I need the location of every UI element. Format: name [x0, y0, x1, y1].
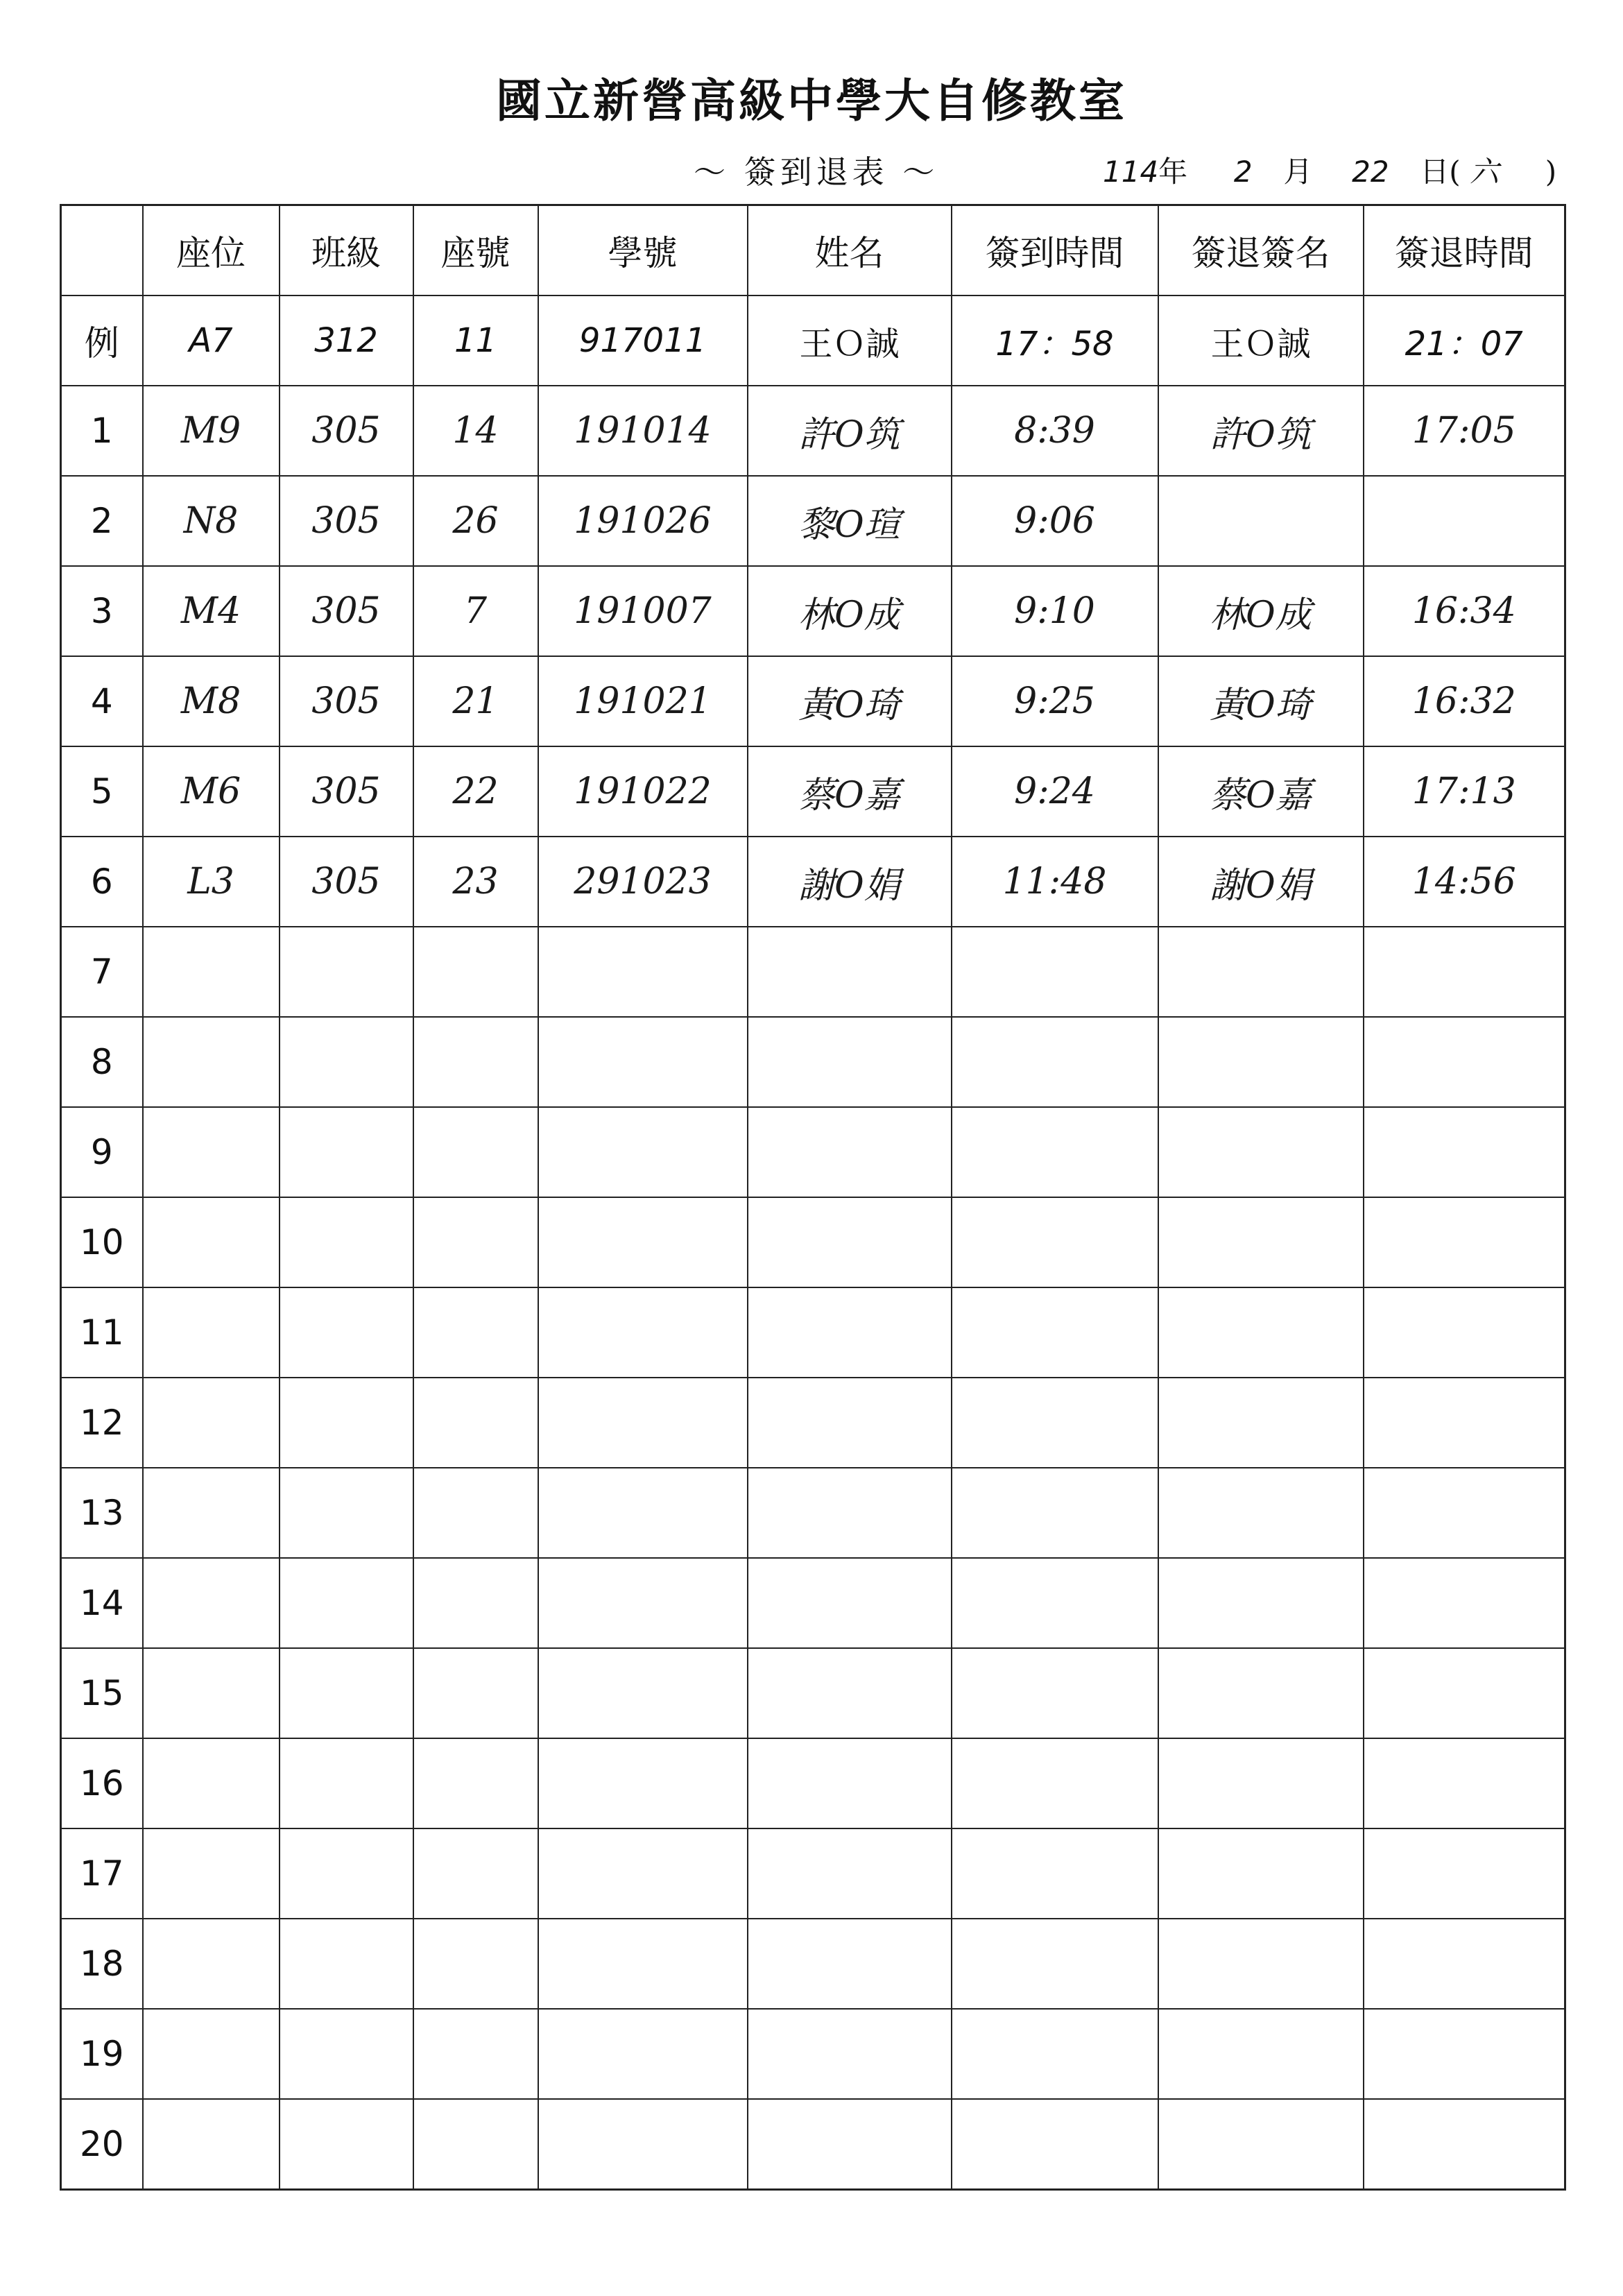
empty-cell	[413, 1919, 538, 2009]
date-line	[1103, 151, 1556, 193]
empty-cell	[1158, 1378, 1364, 1468]
column-header: 簽退簽名	[1158, 205, 1364, 296]
signout-signature-cell: 王Ｏ誠	[1158, 295, 1364, 386]
number-cell: 7	[413, 566, 538, 656]
empty-cell	[143, 1287, 280, 1378]
row-number: 9	[61, 1107, 143, 1197]
empty-cell	[748, 1828, 952, 1919]
empty-cell	[413, 1558, 538, 1648]
empty-cell	[538, 1107, 748, 1197]
class-cell: 305	[280, 656, 413, 746]
empty-cell	[1364, 927, 1565, 1017]
empty-cell	[952, 1378, 1158, 1468]
empty-cell	[280, 1287, 413, 1378]
empty-cell	[143, 1738, 280, 1828]
row-number: 14	[61, 1558, 143, 1648]
empty-cell	[952, 927, 1158, 1017]
seat-cell: M6	[143, 746, 280, 837]
table-row	[61, 746, 1565, 837]
empty-cell	[748, 1738, 952, 1828]
empty-cell	[1364, 1648, 1565, 1738]
name-cell: 林O成	[748, 566, 952, 656]
table-row	[61, 1287, 1565, 1378]
class-cell: 305	[280, 386, 413, 476]
empty-cell	[1364, 2009, 1565, 2099]
date-year: 114	[1103, 155, 1159, 189]
empty-cell	[1364, 2099, 1565, 2190]
empty-cell	[748, 2099, 952, 2190]
column-header: 座位	[143, 205, 280, 296]
empty-cell	[280, 1558, 413, 1648]
student-id-cell: 191026	[538, 476, 748, 566]
empty-cell	[538, 1558, 748, 1648]
row-number: 10	[61, 1197, 143, 1287]
empty-cell	[538, 1919, 748, 2009]
seat-cell: M8	[143, 656, 280, 746]
table-row	[61, 566, 1565, 656]
date-weekday-close: )	[1545, 155, 1557, 189]
empty-cell	[413, 927, 538, 1017]
empty-cell	[538, 1648, 748, 1738]
student-id-cell: 191014	[538, 386, 748, 476]
signout-time-cell: 14:56	[1364, 837, 1565, 927]
table-row	[61, 656, 1565, 746]
empty-cell	[143, 1558, 280, 1648]
empty-cell	[538, 1378, 748, 1468]
signout-signature-cell: 許O筑	[1158, 386, 1364, 476]
name-cell: 許O筑	[748, 386, 952, 476]
empty-cell	[1158, 927, 1364, 1017]
table-row	[61, 1378, 1565, 1468]
empty-cell	[143, 2099, 280, 2190]
empty-cell	[280, 1919, 413, 2009]
class-cell: 312	[280, 295, 413, 386]
empty-cell	[413, 2009, 538, 2099]
empty-cell	[280, 1197, 413, 1287]
signout-time-cell: 17:13	[1364, 746, 1565, 837]
empty-cell	[748, 1107, 952, 1197]
empty-cell	[143, 1648, 280, 1738]
signout-signature-cell: 黃O琦	[1158, 656, 1364, 746]
column-header: 班級	[280, 205, 413, 296]
empty-cell	[748, 927, 952, 1017]
row-label: 例	[61, 295, 143, 386]
row-number: 16	[61, 1738, 143, 1828]
empty-cell	[1364, 1197, 1565, 1287]
class-cell: 305	[280, 476, 413, 566]
empty-cell	[1158, 1919, 1364, 2009]
column-header: 簽退時間	[1364, 205, 1565, 296]
signout-time-cell: 16:34	[1364, 566, 1565, 656]
empty-cell	[1364, 1558, 1565, 1648]
name-cell: 蔡O嘉	[748, 746, 952, 837]
row-number: 20	[61, 2099, 143, 2190]
number-cell: 21	[413, 656, 538, 746]
empty-cell	[280, 1738, 413, 1828]
empty-cell	[280, 927, 413, 1017]
empty-cell	[1158, 1197, 1364, 1287]
number-cell: 23	[413, 837, 538, 927]
empty-cell	[748, 1287, 952, 1378]
empty-cell	[748, 2009, 952, 2099]
signout-time-cell	[1364, 476, 1565, 566]
empty-cell	[952, 2099, 1158, 2190]
signin-time-cell: 17：58	[952, 295, 1158, 386]
table-row	[61, 2099, 1565, 2190]
row-number: 8	[61, 1017, 143, 1107]
empty-cell	[952, 1017, 1158, 1107]
empty-cell	[413, 1287, 538, 1378]
example-row	[61, 295, 1565, 386]
empty-cell	[1158, 1107, 1364, 1197]
student-id-cell: 291023	[538, 837, 748, 927]
empty-cell	[143, 1197, 280, 1287]
empty-cell	[413, 1197, 538, 1287]
empty-cell	[1158, 1287, 1364, 1378]
empty-cell	[413, 1017, 538, 1107]
empty-cell	[748, 1558, 952, 1648]
table-row	[61, 1107, 1565, 1197]
table-row	[61, 1648, 1565, 1738]
column-header: 學號	[538, 205, 748, 296]
empty-cell	[143, 1378, 280, 1468]
empty-cell	[748, 1378, 952, 1468]
student-id-cell: 191022	[538, 746, 748, 837]
empty-cell	[1364, 1738, 1565, 1828]
row-number: 5	[61, 746, 143, 837]
empty-cell	[952, 1468, 1158, 1558]
signout-time-cell: 17:05	[1364, 386, 1565, 476]
empty-cell	[280, 1648, 413, 1738]
table-row	[61, 927, 1565, 1017]
date-month-unit: 月	[1283, 155, 1313, 189]
table-row	[61, 2009, 1565, 2099]
signin-time-cell: 8:39	[952, 386, 1158, 476]
date-weekday: 六	[1470, 155, 1500, 189]
empty-cell	[1158, 1558, 1364, 1648]
empty-cell	[952, 1738, 1158, 1828]
empty-cell	[143, 1919, 280, 2009]
empty-cell	[1158, 2009, 1364, 2099]
empty-cell	[538, 1197, 748, 1287]
empty-cell	[413, 1107, 538, 1197]
column-header: 姓名	[748, 205, 952, 296]
table-row	[61, 1558, 1565, 1648]
empty-cell	[1158, 2099, 1364, 2190]
empty-cell	[280, 1468, 413, 1558]
empty-cell	[280, 2099, 413, 2190]
empty-cell	[952, 1828, 1158, 1919]
student-id-cell: 191021	[538, 656, 748, 746]
signout-signature-cell: 謝O娟	[1158, 837, 1364, 927]
name-cell: 王Ｏ誠	[748, 295, 952, 386]
empty-cell	[413, 1738, 538, 1828]
name-cell: 黃O琦	[748, 656, 952, 746]
column-header: 簽到時間	[952, 205, 1158, 296]
signout-time-cell: 21：07	[1364, 295, 1565, 386]
signin-time-cell: 9:24	[952, 746, 1158, 837]
row-number: 3	[61, 566, 143, 656]
table-row	[61, 1197, 1565, 1287]
student-id-cell: 191007	[538, 566, 748, 656]
seat-cell: M9	[143, 386, 280, 476]
empty-cell	[143, 1017, 280, 1107]
empty-cell	[538, 2099, 748, 2190]
row-number: 12	[61, 1378, 143, 1468]
empty-cell	[413, 1468, 538, 1558]
empty-cell	[1158, 1468, 1364, 1558]
row-number: 19	[61, 2009, 143, 2099]
row-number: 18	[61, 1919, 143, 2009]
empty-cell	[952, 1107, 1158, 1197]
empty-cell	[143, 1107, 280, 1197]
empty-cell	[1158, 1738, 1364, 1828]
empty-cell	[538, 1287, 748, 1378]
empty-cell	[538, 1738, 748, 1828]
class-cell: 305	[280, 837, 413, 927]
student-id-cell: 917011	[538, 295, 748, 386]
empty-cell	[280, 2009, 413, 2099]
signin-time-cell: 9:10	[952, 566, 1158, 656]
empty-cell	[538, 1468, 748, 1558]
table-row	[61, 837, 1565, 927]
empty-cell	[1158, 1648, 1364, 1738]
row-number: 6	[61, 837, 143, 927]
empty-cell	[1364, 1828, 1565, 1919]
seat-cell: M4	[143, 566, 280, 656]
empty-cell	[748, 1919, 952, 2009]
signout-time-cell: 16:32	[1364, 656, 1565, 746]
empty-cell	[413, 1378, 538, 1468]
empty-cell	[1364, 1468, 1565, 1558]
date-weekday-open: (	[1449, 155, 1461, 189]
class-cell: 305	[280, 746, 413, 837]
class-cell: 305	[280, 566, 413, 656]
number-cell: 26	[413, 476, 538, 566]
empty-cell	[280, 1378, 413, 1468]
row-number: 15	[61, 1648, 143, 1738]
row-number: 7	[61, 927, 143, 1017]
row-number: 4	[61, 656, 143, 746]
empty-cell	[280, 1828, 413, 1919]
empty-cell	[143, 927, 280, 1017]
signin-time-cell: 9:06	[952, 476, 1158, 566]
table-row	[61, 1828, 1565, 1919]
document-title: 國立新營高級中學大自修教室	[496, 74, 1127, 128]
empty-cell	[538, 1828, 748, 1919]
table-row	[61, 1017, 1565, 1107]
empty-cell	[280, 1107, 413, 1197]
number-cell: 22	[413, 746, 538, 837]
table-row	[61, 476, 1565, 566]
seat-cell: L3	[143, 837, 280, 927]
empty-cell	[1364, 1287, 1565, 1378]
row-number: 11	[61, 1287, 143, 1378]
empty-cell	[143, 1468, 280, 1558]
column-header: 座號	[413, 205, 538, 296]
signin-table	[60, 204, 1566, 2191]
row-number: 13	[61, 1468, 143, 1558]
signout-signature-cell: 林O成	[1158, 566, 1364, 656]
empty-cell	[952, 1287, 1158, 1378]
table-row	[61, 1468, 1565, 1558]
empty-cell	[143, 1828, 280, 1919]
document-subtitle: ～ 簽到退表 ～	[694, 153, 939, 191]
empty-cell	[413, 1648, 538, 1738]
signout-signature-cell	[1158, 476, 1364, 566]
empty-cell	[143, 2009, 280, 2099]
table-header-row	[61, 205, 1565, 296]
empty-cell	[1158, 1017, 1364, 1107]
row-number: 17	[61, 1828, 143, 1919]
signin-time-cell: 11:48	[952, 837, 1158, 927]
date-day-unit: 日	[1420, 155, 1450, 189]
empty-cell	[538, 1017, 748, 1107]
date-year-unit: 年	[1158, 155, 1188, 189]
empty-cell	[748, 1017, 952, 1107]
empty-cell	[952, 1197, 1158, 1287]
column-header	[61, 205, 143, 296]
table-row	[61, 386, 1565, 476]
date-day: 22	[1352, 155, 1389, 189]
name-cell: 謝O娟	[748, 837, 952, 927]
date-month: 2	[1233, 155, 1253, 189]
empty-cell	[952, 1919, 1158, 2009]
empty-cell	[1158, 1828, 1364, 1919]
number-cell: 11	[413, 295, 538, 386]
empty-cell	[1364, 1017, 1565, 1107]
empty-cell	[748, 1197, 952, 1287]
row-number: 1	[61, 386, 143, 476]
table-row	[61, 1738, 1565, 1828]
empty-cell	[413, 2099, 538, 2190]
signin-time-cell: 9:25	[952, 656, 1158, 746]
empty-cell	[1364, 1919, 1565, 2009]
table-row	[61, 1919, 1565, 2009]
empty-cell	[952, 1648, 1158, 1738]
empty-cell	[1364, 1107, 1565, 1197]
name-cell: 黎O瑄	[748, 476, 952, 566]
signout-signature-cell: 蔡O嘉	[1158, 746, 1364, 837]
empty-cell	[748, 1648, 952, 1738]
number-cell: 14	[413, 386, 538, 476]
empty-cell	[413, 1828, 538, 1919]
empty-cell	[538, 927, 748, 1017]
empty-cell	[280, 1017, 413, 1107]
empty-cell	[538, 2009, 748, 2099]
empty-cell	[952, 2009, 1158, 2099]
seat-cell: A7	[143, 295, 280, 386]
empty-cell	[748, 1468, 952, 1558]
row-number: 2	[61, 476, 143, 566]
seat-cell: N8	[143, 476, 280, 566]
empty-cell	[952, 1558, 1158, 1648]
empty-cell	[1364, 1378, 1565, 1468]
